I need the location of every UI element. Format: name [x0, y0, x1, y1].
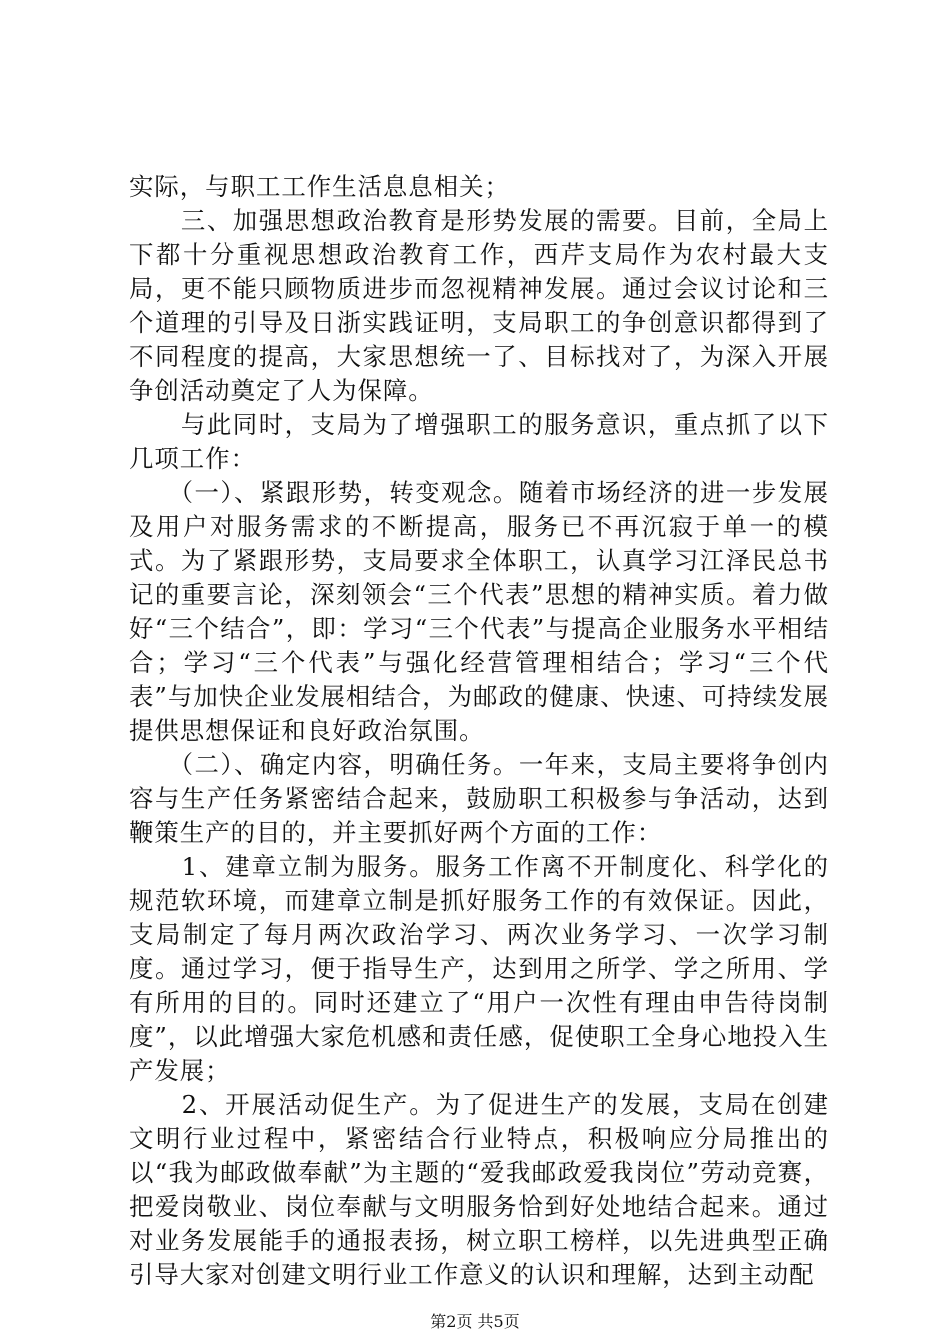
- paragraph-item-one: （一）、紧跟形势，转变观念。随着市场经济的进一步发展及用户对服务需求的不断提高，服务已不再沉寂于单一的模式。为了紧跟形势，支局要求全体职工，认真学习江泽民总书记的重要言论，深刻领会“三个代表”思想的精神实质。着力做好“三个结合”，即：学习“三个代表”与提高企业服务水平相结合；学习“三个代表”与强化经营管理相结合；学习“三个代表”与加快企业发展相结合，为邮政的健康、快速、可持续发展提供思想保证和良好政治氛围。: [129, 478, 829, 745]
- document-body: [129, 170, 829, 1292]
- paragraph-intro-work-items: 与此同时，支局为了增强职工的服务意识，重点抓了以下几项工作：: [129, 410, 829, 473]
- paragraph-subitem-one: 1、建章立制为服务。服务工作离不开制度化、科学化的规范软环境，而建章立制是抓好服务工作的有效保证。因此，支局制定了每月两次政治学习、两次业务学习、一次学习制度。通过学习，便于指导生产，达到用之所学、学之所用、学有所用的目的。同时还建立了“用户一次性有理由申告待岗制度”，以此增强大家危机感和责任感，促使职工全身心地投入生产发展；: [129, 852, 829, 1085]
- paragraph-subitem-two: 2、开展活动促生产。为了促进生产的发展，支局在创建文明行业过程中，紧密结合行业特点，积极响应分局推出的以“我为邮政做奉献”为主题的“爱我邮政爱我岗位”劳动竞赛，把爱岗敬业、岗位奉献与文明服务恰到好处地结合起来。通过对业务发展能手的通报表扬，树立职工榜样，以先进典型正确引导大家对创建文明行业工作意义的认识和理解，达到主动配: [129, 1090, 829, 1289]
- paragraph-continuation: 实际，与职工工作生活息息相关；: [129, 172, 510, 201]
- page-number-footer: 第2页 共5页: [430, 1312, 520, 1331]
- paragraph-section-three: 三、加强思想政治教育是形势发展的需要。目前，全局上下都十分重视思想政治教育工作，西芹支局作为农村最大支局，更不能只顾物质进步而忽视精神发展。通过会议讨论和三个道理的引导及日浙实践证明，支局职工的争创意识都得到了不同程度的提高，大家思想统一了、目标找对了，为深入开展争创活动奠定了人为保障。: [129, 206, 829, 405]
- paragraph-item-two: （二）、确定内容，明确任务。一年来，支局主要将争创内容与生产任务紧密结合起来，鼓励职工积极参与争活动，达到鞭策生产的目的，并主要抓好两个方面的工作：: [129, 750, 829, 847]
